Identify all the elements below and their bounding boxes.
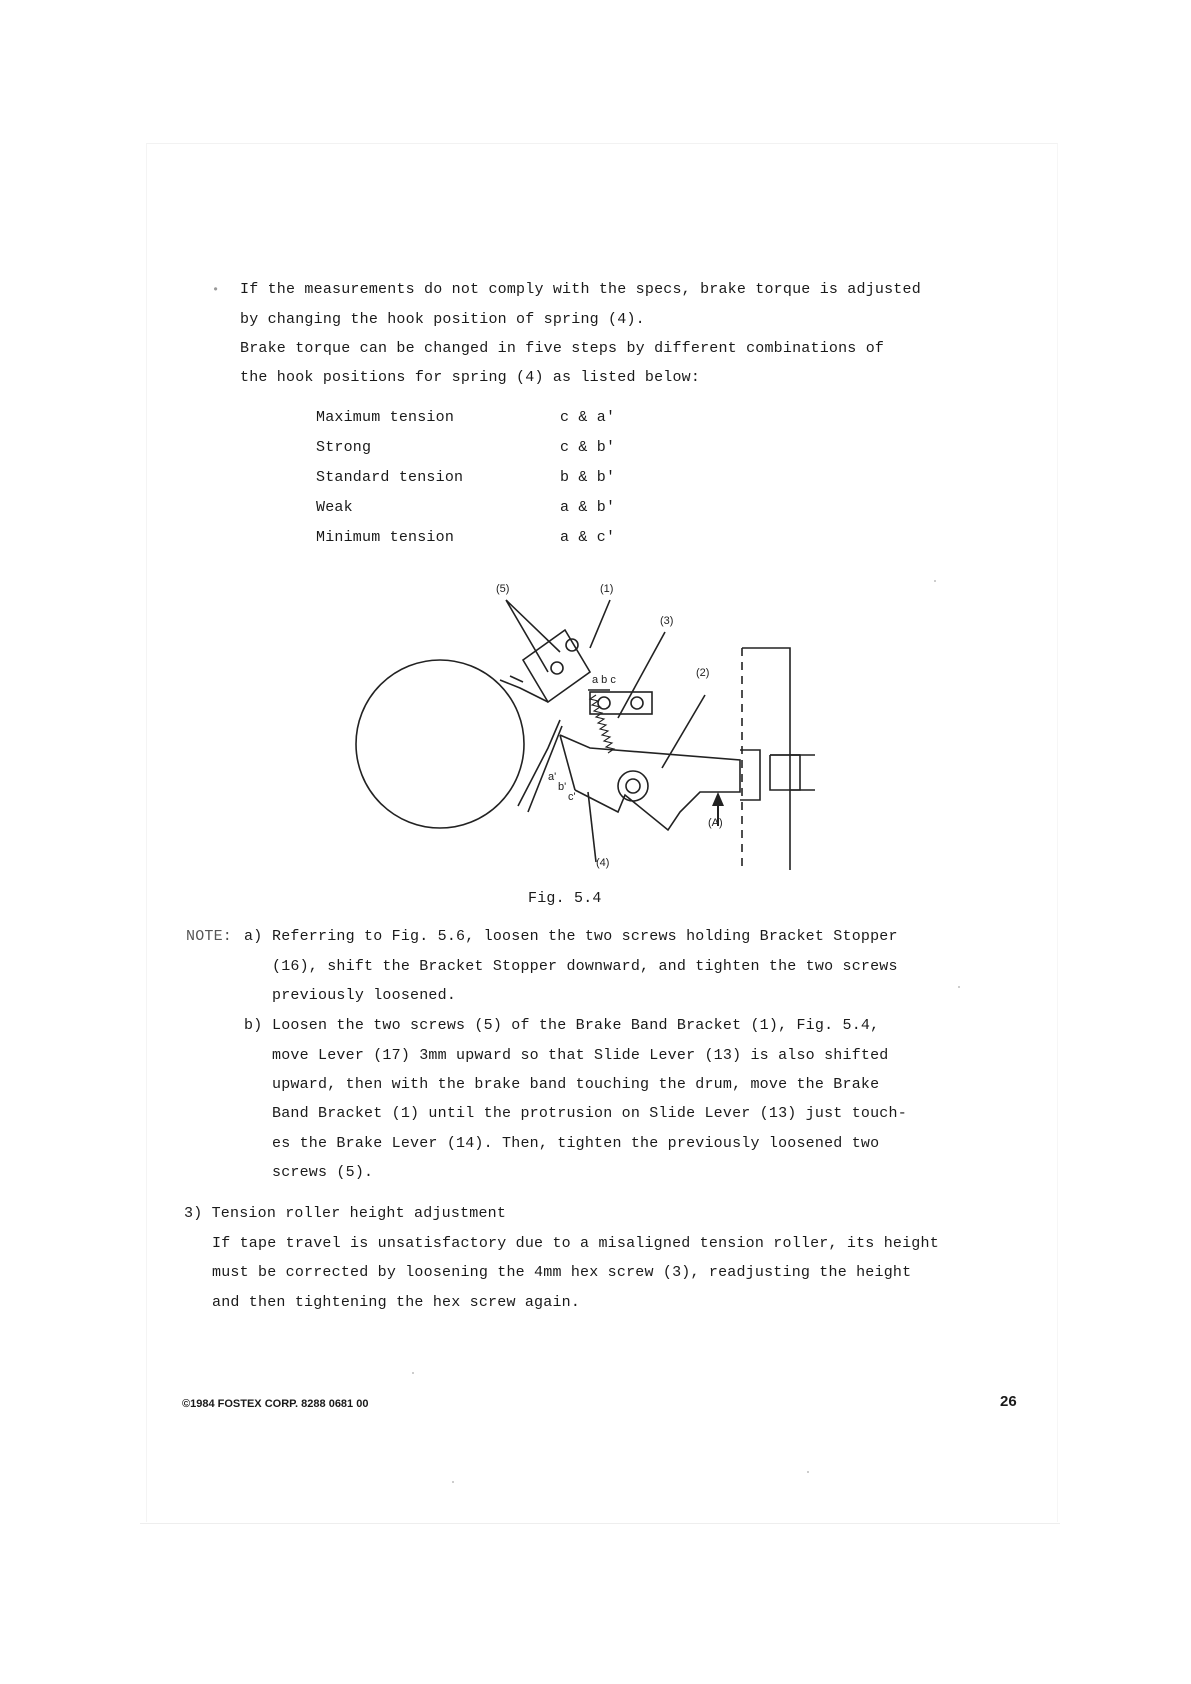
tension-label: Minimum tension [316,529,455,546]
tension-label: Weak [316,499,353,516]
scan-speck [807,1471,809,1473]
lever-pivot-inner [626,779,640,793]
hook-combination: c & b' [560,439,616,456]
tension-label: Standard tension [316,469,464,486]
scan-speck [958,986,960,988]
note-a-marker: a) [244,928,263,945]
section-line-3: and then tightening the hex screw again. [212,1294,581,1311]
hook-a-prime: a' [548,771,557,783]
note-b-line-6: screws (5). [272,1164,374,1181]
hook-combination: b & b' [560,469,616,486]
hook-c-prime: c' [568,791,576,803]
callout-4: (4) [596,857,610,869]
note-b-line-5: es the Brake Lever (14). Then, tighten the previously loosened two [272,1135,880,1152]
note-b-line-4: Band Bracket (1) until the protrusion on Slide Lever (13) just touch- [272,1105,907,1122]
intro-line-2: by changing the hook position of spring (4). [240,311,645,328]
note-a-line-2: (16), shift the Bracket Stopper downward, and tighten the two screws [272,958,898,975]
figure-caption: Fig. 5.4 [528,890,602,907]
bullet-marker: • [212,283,220,297]
hook-combination: a & c' [560,529,616,546]
scan-speck [452,1481,454,1483]
page-number: 26 [1000,1393,1017,1410]
brake-lever [560,735,740,830]
drum [356,660,524,828]
intro-line-3: Brake torque can be changed in five steps by different combinations of [240,340,885,357]
hook-combination: c & a' [560,409,616,426]
slide-lever [740,750,760,800]
callout-5: (5) [496,583,510,595]
note-a-line-3: previously loosened. [272,987,457,1004]
hook-combination: a & b' [560,499,616,516]
scan-speck [934,580,936,582]
hook-b-prime: b' [558,781,567,793]
note-b-line-1: Loosen the two screws (5) of the Brake Band Bracket (1), Fig. 5.4, [272,1017,880,1034]
note-a-line-1: Referring to Fig. 5.6, loosen the two screws holding Bracket Stopper [272,928,898,945]
section-heading: 3) Tension roller height adjustment [184,1205,507,1222]
note-b-marker: b) [244,1017,263,1034]
section-line-1: If tape travel is unsatisfactory due to a misaligned tension roller, its height [212,1235,939,1252]
brake-band-bracket [523,630,590,702]
callout-1: (1) [600,583,614,595]
divider [140,1523,1060,1524]
screw-3b [631,697,643,709]
note-b-line-3: upward, then with the brake band touching the drum, move the Brake [272,1076,880,1093]
label-a: (A) [708,817,723,829]
note-prefix: NOTE: [186,928,233,945]
section-line-2: must be corrected by loosening the 4mm hex screw (3), readjusting the height [212,1264,912,1281]
intro-line-4: the hook positions for spring (4) as listed below: [240,369,701,386]
callout-2: (2) [696,667,710,679]
lever-pivot-outer [618,771,648,801]
callout-3: (3) [660,615,674,627]
tension-label: Maximum tension [316,409,455,426]
screw-5b [551,662,563,674]
footer-copyright: ©1984 FOSTEX CORP. 8288 0681 00 [182,1398,369,1410]
tension-label: Strong [316,439,372,456]
note-b-line-2: move Lever (17) 3mm upward so that Slide Lever (13) is also shifted [272,1047,889,1064]
intro-line-1: If the measurements do not comply with the specs, brake torque is adjusted [240,281,921,298]
hook-positions-abc: a b c [592,674,616,686]
scan-speck [412,1372,414,1374]
